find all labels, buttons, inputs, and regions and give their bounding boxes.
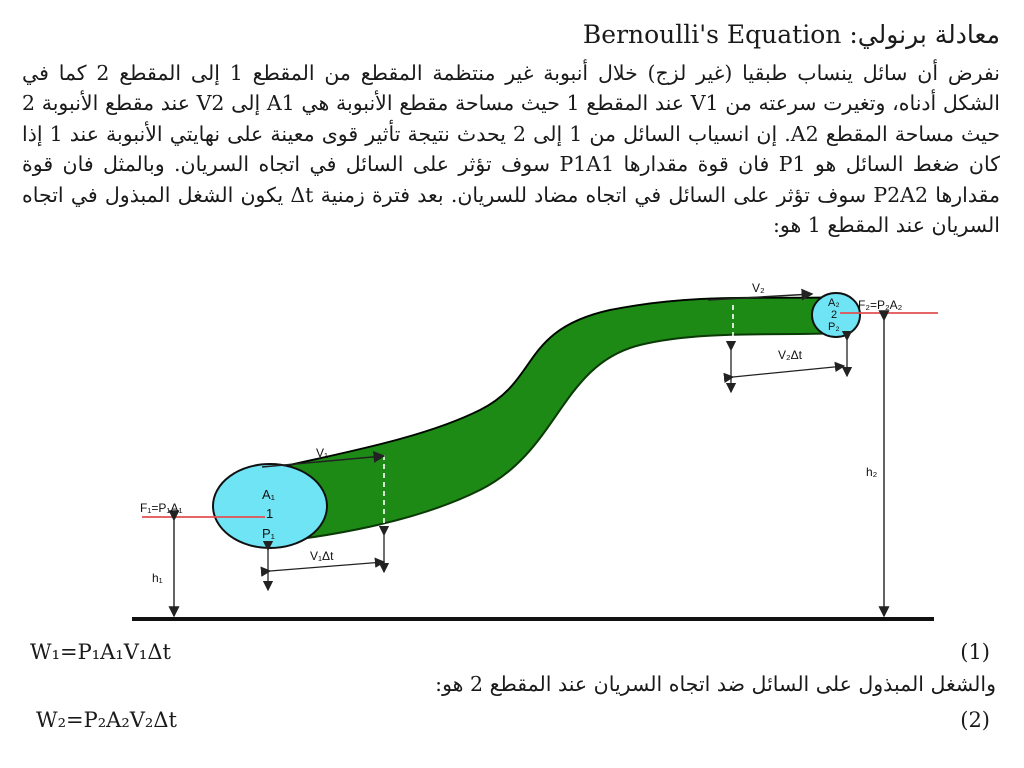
p1-label: P₁ — [262, 526, 276, 541]
h2-label: h₂ — [866, 465, 878, 479]
equation-2-number: (2) — [960, 708, 990, 732]
f1-label: F₁=P₁A₁ — [140, 501, 183, 515]
v1dt-label: V₁Δt — [310, 549, 334, 563]
v2dt-arrow — [733, 366, 844, 377]
f2-label: F₂=P₂A₂ — [858, 298, 903, 312]
section2-number: 2 — [831, 309, 838, 321]
a2-label: A₂ — [828, 297, 840, 309]
equation-1: W₁=P₁A₁V₁Δt — [30, 640, 171, 664]
section1-number: 1 — [266, 506, 274, 521]
v2dt-label: V₂Δt — [778, 348, 803, 362]
pipe-body — [268, 297, 838, 543]
h1-label: h₁ — [152, 571, 163, 585]
v1-label: V₁ — [316, 446, 329, 460]
page-title: معادلة برنولي: Bernoulli's Equation — [582, 20, 1000, 49]
intro-text: نفرض أن سائل ينساب طبقيا (غير لزج) خلال أنبوبة غير منتظمة المقطع من المقطع 1 إلى المقطع 2 كما في الشكل أدناه، وتغيرت سرعته من V1 عند المقطع 1 حيث مساحة مقطع الأنبوبة هي A1 إلى V2 عند مقطع الأنبوبة 2 حيث مساحة المقطع A2. إن انسياب السائل من 1 إلى 2 يحدث نتيجة تأثير قوى معينة على نهايتي الأنبوبة عند 1 إذا كان ضغط السائل هو P1 فان قوة مقدارها P1A1 سوف تؤثر على السائل في اتجاه السريان. وبالمثل فان قوة مقدارها P2A2 سوف تؤثر على السائل في اتجاه مضاد للسريان. بعد فترة زمنية Δt يكون الشغل المبذول في اتجاه السريان عند المقطع 1 هو: — [22, 61, 1001, 238]
v2-label: V₂ — [752, 281, 765, 295]
equation-2: W₂=P₂A₂V₂Δt — [36, 708, 177, 732]
bernoulli-pipe-diagram — [0, 270, 1024, 640]
equation-1-number: (1) — [960, 640, 990, 664]
v1dt-arrow — [270, 562, 384, 571]
p2-label: P₂ — [828, 321, 840, 333]
intro-paragraph — [22, 58, 1000, 240]
work-against-flow-text: والشغل المبذول على السائل ضد اتجاه السريان عند المقطع 2 هو: — [435, 672, 996, 696]
a1-label: A₁ — [262, 487, 276, 502]
